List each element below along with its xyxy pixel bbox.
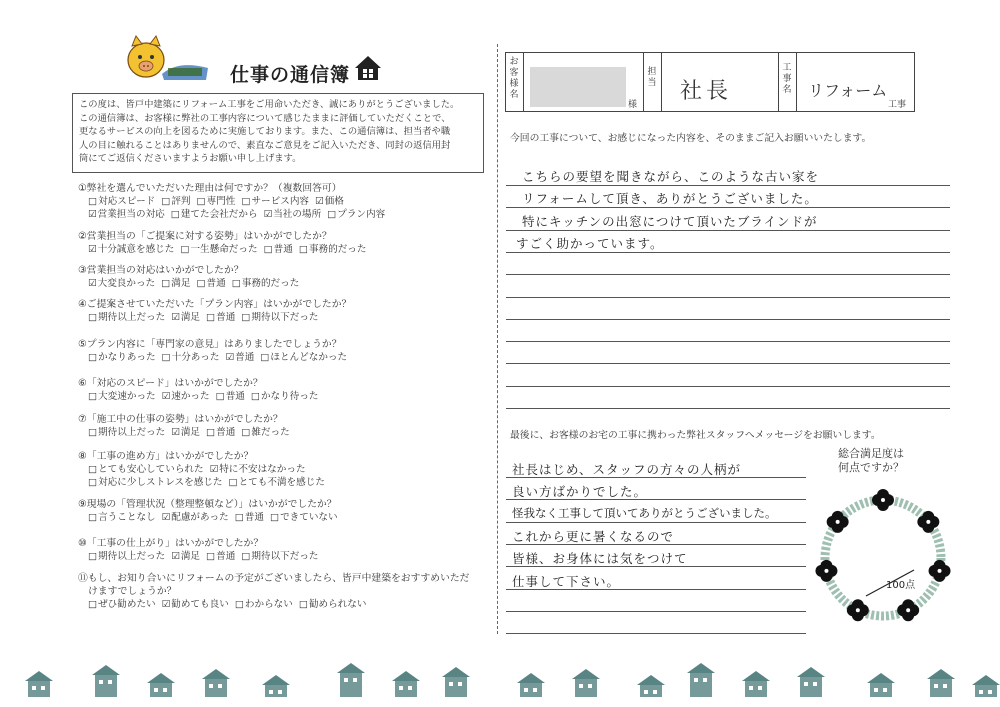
message-prompt: 最後に、お客様のお宅の工事に携わった弊社スタッフへメッセージをお願いします。 — [510, 430, 881, 441]
ruled-line — [506, 522, 806, 523]
answer-option[interactable] — [162, 599, 229, 610]
ruled-line — [506, 363, 950, 364]
option-label: 十分あった — [171, 352, 220, 363]
handwritten-comment: こちらの要望を聞きながら、このような古い家を — [522, 169, 820, 184]
unchecked-box-icon[interactable]: □ — [241, 427, 251, 438]
answer-option[interactable] — [88, 427, 165, 438]
answer-option[interactable] — [241, 196, 309, 207]
option-label: かなりあった — [98, 352, 156, 363]
unchecked-box-icon[interactable]: □ — [170, 209, 180, 220]
answer-option[interactable] — [241, 312, 318, 323]
option-label: 言うことなし — [98, 512, 156, 523]
answer-option[interactable] — [88, 312, 165, 323]
answer-option[interactable] — [88, 599, 156, 610]
intro-line: 更なるサービスの向上を図るために実施しております。また、この通信簿は、担当者や職 — [79, 126, 451, 137]
question-text-cont: けますでしょうか？ — [88, 586, 177, 597]
koji-suffix: 工事 — [888, 100, 907, 110]
option-label: ほとんどなかった — [270, 352, 348, 363]
option-label: 建てた会社だから — [180, 209, 258, 220]
option-label: 普通 — [235, 352, 255, 363]
flower-icon — [872, 489, 894, 511]
house-silhouette — [25, 671, 53, 697]
option-row — [88, 390, 325, 403]
intro-text-box — [72, 93, 484, 173]
unchecked-box-icon[interactable]: □ — [88, 391, 98, 402]
option-row — [88, 243, 373, 256]
answer-option[interactable] — [327, 209, 385, 220]
house-silhouette — [687, 663, 715, 697]
ruled-line — [506, 341, 950, 342]
satisfaction-line: 総合満足度は — [838, 447, 904, 460]
checked-box-icon[interactable]: ☑ — [88, 209, 97, 220]
handwritten-comment: 特にキッチンの出窓につけて頂いたブラインドが — [522, 213, 818, 229]
handwritten-comment: リフォームして頂き、ありがとうございました。 — [522, 191, 818, 207]
option-label: 専門性 — [206, 196, 236, 207]
question-text: ⑧「工事の進め方」はいかがでしたか？ — [78, 451, 254, 462]
option-label: わからない — [244, 599, 293, 610]
answer-option[interactable] — [299, 599, 367, 610]
option-label: 満足 — [180, 551, 201, 562]
option-row — [88, 351, 353, 364]
answer-option[interactable] — [264, 209, 322, 220]
house-silhouette — [742, 671, 770, 697]
answer-option[interactable] — [315, 196, 344, 207]
house-silhouette — [927, 669, 955, 697]
unchecked-box-icon[interactable]: □ — [241, 312, 251, 323]
answer-option[interactable] — [88, 244, 174, 255]
answer-option[interactable] — [251, 391, 319, 402]
question-text: ④ご提案させていただいた「プラン内容」はいかがでしたか？ — [78, 299, 352, 310]
house-silhouette — [972, 675, 1000, 697]
unchecked-box-icon[interactable]: □ — [88, 352, 98, 363]
checked-box-icon[interactable]: ☑ — [88, 244, 97, 255]
answer-option[interactable] — [196, 278, 225, 289]
option-label: 期待以上だった — [98, 551, 166, 562]
option-label: 普通 — [216, 312, 236, 323]
unchecked-box-icon[interactable]: □ — [215, 391, 225, 402]
tanto-label: 担当 — [647, 67, 657, 88]
option-label: 満足 — [180, 312, 201, 323]
checked-box-icon[interactable]: ☑ — [225, 352, 235, 363]
option-row — [88, 598, 373, 611]
unchecked-box-icon[interactable]: □ — [161, 278, 171, 289]
checked-box-icon[interactable]: ☑ — [171, 427, 180, 438]
answer-option[interactable] — [88, 512, 156, 523]
koji-value: リフォーム — [808, 81, 888, 100]
unchecked-box-icon[interactable]: □ — [234, 599, 244, 610]
unchecked-box-icon[interactable]: □ — [327, 209, 337, 220]
handwritten-message: これから更に暑くなるので — [512, 528, 675, 544]
option-label: できていない — [280, 512, 338, 523]
option-row — [88, 550, 325, 563]
answer-option[interactable] — [260, 352, 347, 363]
answer-option[interactable] — [161, 278, 190, 289]
checked-box-icon[interactable]: ☑ — [161, 599, 171, 610]
unchecked-box-icon[interactable]: □ — [206, 427, 216, 438]
answer-option[interactable] — [171, 551, 200, 562]
unchecked-box-icon[interactable]: □ — [206, 312, 216, 323]
option-label: 対応に少しストレスを感じた — [98, 477, 223, 488]
fold-divider — [497, 44, 498, 634]
intro-line: この通信簿は、お客様に弊社の工事内容について感じたままに評価していただくことで、 — [79, 112, 451, 124]
flower-icon — [815, 560, 837, 582]
option-label: 雑だった — [251, 427, 290, 438]
option-label: 勧められない — [308, 599, 367, 610]
checked-box-icon[interactable]: ☑ — [209, 464, 219, 475]
house-silhouette — [572, 669, 600, 697]
option-label: 普通 — [216, 427, 236, 438]
ruled-line — [506, 386, 950, 387]
house-silhouette — [262, 675, 290, 697]
house-silhouette — [637, 675, 665, 697]
answer-option[interactable] — [171, 312, 200, 323]
unchecked-box-icon[interactable]: □ — [241, 551, 251, 562]
option-row — [88, 511, 344, 524]
unchecked-box-icon[interactable]: □ — [263, 244, 273, 255]
unchecked-box-icon[interactable]: □ — [161, 352, 171, 363]
ruled-line — [506, 274, 950, 275]
answer-option[interactable] — [235, 599, 293, 610]
option-label: 大変速かった — [98, 391, 156, 402]
handwritten-message: 怪我なく工事して頂いてありがとうございました。 — [512, 505, 777, 520]
answer-option[interactable] — [171, 427, 200, 438]
handwritten-message: 良い方ばかりでした。 — [512, 484, 648, 500]
answer-option[interactable] — [171, 209, 258, 220]
unchecked-box-icon[interactable]: □ — [88, 196, 98, 207]
flower-icon — [897, 599, 919, 621]
handwritten-comment: すごく助かっています。 — [516, 235, 664, 251]
intro-line: 人の目に触れることはありませんので、素直なご意見をご記入いただき、同封の返信用封 — [79, 139, 451, 151]
answer-option[interactable] — [88, 278, 155, 289]
answer-option[interactable] — [162, 391, 210, 402]
ruled-line — [506, 319, 950, 320]
option-label: 当社の場所 — [273, 209, 322, 220]
option-label: 普通 — [216, 551, 236, 562]
answer-option[interactable] — [226, 352, 255, 363]
ruled-line — [506, 611, 806, 612]
checked-box-icon[interactable]: ☑ — [263, 209, 273, 220]
unchecked-box-icon[interactable]: □ — [88, 427, 98, 438]
flower-wreath — [808, 478, 958, 638]
score-label: 100点 — [886, 580, 916, 591]
unchecked-box-icon[interactable]: □ — [250, 391, 260, 402]
house-silhouette — [797, 667, 825, 697]
answer-option[interactable] — [88, 352, 156, 363]
header-divider — [523, 53, 524, 111]
option-label: 満足 — [180, 427, 201, 438]
checked-box-icon[interactable]: ☑ — [171, 312, 180, 323]
option-label: 十分誠意を感じた — [97, 244, 175, 255]
option-row — [88, 426, 296, 439]
answer-option[interactable] — [210, 464, 306, 475]
answer-option[interactable] — [162, 352, 220, 363]
handwritten-message: 皆様、お身体には気をつけて — [512, 551, 688, 567]
answer-option[interactable] — [88, 477, 223, 488]
answer-option[interactable] — [88, 196, 155, 207]
option-label: 対応スピード — [98, 196, 156, 207]
mascot-logo — [118, 30, 213, 85]
option-row — [88, 195, 350, 208]
unchecked-box-icon[interactable]: □ — [298, 599, 308, 610]
ruled-line — [506, 207, 950, 208]
option-label: 速かった — [171, 391, 210, 402]
question-text: ⑥「対応のスピード」はいかがでしたか？ — [78, 378, 263, 389]
house-silhouette — [517, 673, 545, 697]
answer-option[interactable] — [88, 391, 156, 402]
answer-option[interactable] — [88, 209, 165, 220]
checked-box-icon[interactable]: ☑ — [171, 551, 180, 562]
option-label: 事務的だった — [241, 278, 300, 289]
question-text: ⑩「工事の仕上がり」はいかがでしたか？ — [78, 538, 264, 549]
option-label: 普通 — [273, 244, 293, 255]
unchecked-box-icon[interactable]: □ — [206, 551, 216, 562]
page-title: 仕事の通信簿 — [230, 64, 351, 86]
intro-line: 筒にてご返信くださいますようお願い申し上げます。 — [79, 153, 302, 164]
option-row — [88, 476, 331, 489]
flower-icon — [929, 560, 951, 582]
unchecked-box-icon[interactable]: □ — [231, 278, 241, 289]
house-silhouette — [867, 673, 895, 697]
ruled-line — [506, 252, 950, 253]
intro-line: この度は、皆戸中建築にリフォーム工事をご用命いただき、誠にありがとうございました。 — [79, 99, 460, 110]
option-row — [88, 277, 305, 290]
question-text: ①弊社を選んでいただいた理由は何ですか？（複数回答可） — [78, 183, 342, 194]
ruled-line — [506, 633, 806, 634]
answer-option[interactable] — [88, 464, 204, 475]
question-text: ⑨現場の「管理状況（整理整頓など）」はいかがでしたか？ — [78, 499, 337, 510]
house-silhouette — [202, 669, 230, 697]
option-label: 期待以下だった — [251, 551, 319, 562]
checked-box-icon[interactable]: ☑ — [88, 278, 97, 289]
customer-name-label: お客様名 — [509, 57, 519, 100]
answer-option[interactable] — [206, 551, 235, 562]
option-label: 営業担当の対応 — [97, 209, 165, 220]
option-label: 事務的だった — [308, 244, 367, 255]
answer-option[interactable] — [264, 244, 293, 255]
answer-option[interactable] — [88, 551, 165, 562]
option-label: 勧めても良い — [171, 599, 229, 610]
house-silhouette — [442, 667, 470, 697]
unchecked-box-icon[interactable]: □ — [88, 312, 98, 323]
comment-prompt: 今回の工事について、お感じになった内容を、そのままご記入お願いいたします。 — [510, 133, 872, 144]
answer-option[interactable] — [299, 244, 367, 255]
option-label: 普通 — [244, 512, 264, 523]
option-label: 一生懸命だった — [190, 244, 258, 255]
header-divider — [778, 53, 779, 111]
ruled-line — [506, 185, 950, 186]
answer-option[interactable] — [197, 196, 236, 207]
house-icon — [352, 52, 384, 84]
answer-option[interactable] — [270, 512, 338, 523]
unchecked-box-icon[interactable]: □ — [241, 196, 251, 207]
option-label: ぜひ勧めたい — [98, 599, 156, 610]
tanto-value: 社長 — [680, 79, 733, 104]
answer-option[interactable] — [162, 512, 229, 523]
answer-option[interactable] — [232, 278, 300, 289]
question-text: ⑪もし、お知り合いにリフォームの予定がございましたら、皆戸中建築をおすすめいただ — [78, 573, 470, 584]
house-silhouette — [392, 671, 420, 697]
answer-option[interactable] — [235, 512, 264, 523]
unchecked-box-icon[interactable]: □ — [269, 512, 280, 523]
customer-name-redacted — [530, 67, 626, 107]
answer-option[interactable] — [229, 477, 325, 488]
option-label: 配慮があった — [171, 512, 229, 523]
answer-option[interactable] — [241, 427, 289, 438]
unchecked-box-icon[interactable]: □ — [234, 512, 244, 523]
unchecked-box-icon[interactable]: □ — [88, 512, 98, 523]
question-text: ②営業担当の「ご提案に対する姿勢」はいかがでしたか？ — [78, 231, 332, 242]
option-label: 期待以上だった — [98, 427, 166, 438]
option-label: 大変良かった — [97, 278, 156, 289]
option-label: 期待以下だった — [251, 312, 319, 323]
house-skyline-decoration — [0, 655, 1000, 700]
question-text: ③営業担当の対応はいかがでしたか？ — [78, 265, 244, 276]
option-label: とても不満を感じた — [238, 477, 325, 488]
checked-box-icon[interactable]: ☑ — [315, 196, 324, 207]
house-silhouette — [147, 673, 175, 697]
question-text: ⑤プラン内容に「専門家の意見」はありましたでしょうか？ — [78, 339, 342, 350]
option-label: サービス内容 — [251, 196, 310, 207]
answer-option[interactable] — [206, 312, 235, 323]
answer-option[interactable] — [241, 551, 318, 562]
unchecked-box-icon[interactable]: □ — [88, 599, 98, 610]
option-label: 満足 — [171, 278, 191, 289]
question-text: ⑦「施工中の仕事の姿勢」はいかがでしたか？ — [78, 414, 283, 425]
unchecked-box-icon[interactable]: □ — [228, 477, 238, 488]
sama-suffix: 様 — [628, 100, 638, 110]
unchecked-box-icon[interactable]: □ — [180, 244, 190, 255]
unchecked-box-icon[interactable]: □ — [88, 477, 98, 488]
koji-label: 工事名 — [782, 63, 792, 95]
satisfaction-question — [838, 447, 904, 475]
header-divider — [643, 53, 644, 111]
option-label: 価格 — [324, 196, 344, 207]
unchecked-box-icon[interactable]: □ — [196, 278, 206, 289]
unchecked-box-icon[interactable]: □ — [88, 464, 98, 475]
option-label: かなり待った — [260, 391, 319, 402]
unchecked-box-icon[interactable]: □ — [88, 551, 98, 562]
option-row — [88, 311, 325, 324]
option-label: 期待以上だった — [98, 312, 166, 323]
answer-option[interactable] — [161, 196, 190, 207]
option-label: とても安心していられた — [98, 464, 204, 475]
satisfaction-line: 何点ですか？ — [838, 461, 904, 474]
answer-option[interactable] — [206, 427, 235, 438]
unchecked-box-icon[interactable]: □ — [260, 352, 270, 363]
unchecked-box-icon[interactable]: □ — [161, 196, 171, 207]
ruled-line — [506, 230, 950, 231]
answer-option[interactable] — [180, 244, 257, 255]
option-label: 普通 — [206, 278, 226, 289]
option-row — [88, 463, 312, 476]
ruled-line — [506, 408, 950, 409]
option-label: 普通 — [225, 391, 245, 402]
house-silhouette — [337, 663, 365, 697]
option-label: 評判 — [171, 196, 191, 207]
option-label: プラン内容 — [337, 209, 386, 220]
handwritten-message: 仕事して下さい。 — [512, 573, 621, 589]
option-label: 特に不安はなかった — [219, 464, 306, 475]
header-divider — [796, 53, 797, 111]
ruled-line — [506, 297, 950, 298]
checked-box-icon[interactable]: ☑ — [161, 512, 171, 523]
header-divider — [661, 53, 662, 111]
option-row — [88, 208, 391, 221]
unchecked-box-icon[interactable]: □ — [298, 244, 308, 255]
house-silhouette — [92, 665, 120, 697]
handwritten-message: 社長はじめ、スタッフの方々の人柄が — [512, 462, 742, 477]
checked-box-icon[interactable]: ☑ — [161, 391, 171, 402]
unchecked-box-icon[interactable]: □ — [196, 196, 206, 207]
answer-option[interactable] — [216, 391, 245, 402]
